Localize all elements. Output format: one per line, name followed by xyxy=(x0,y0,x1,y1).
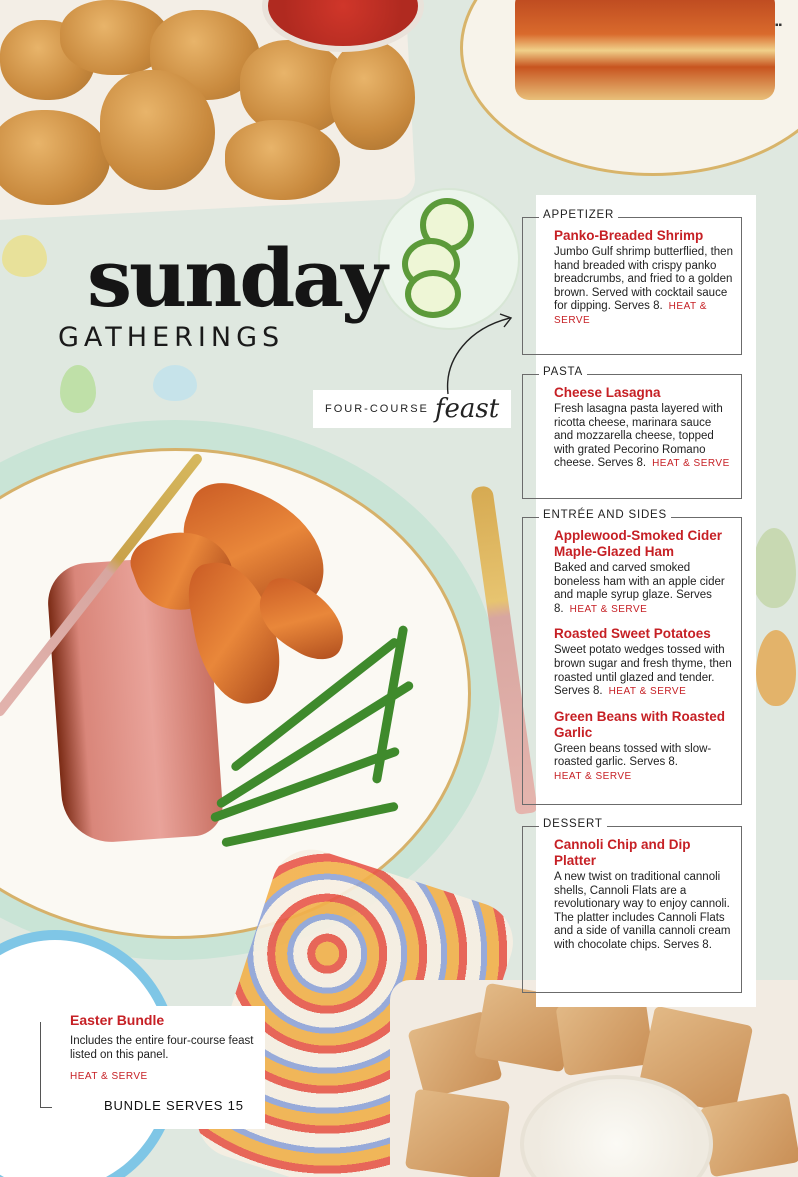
menu-item-sweet-potatoes xyxy=(523,626,741,698)
heat-serve-badge: HEAT & SERVE xyxy=(608,686,687,698)
cannoli-chip xyxy=(700,1093,798,1177)
menu-item-cheese-lasagna xyxy=(523,385,741,471)
easter-egg-tan xyxy=(756,630,796,706)
item-name: Green Beans with Roasted Garlic xyxy=(554,708,726,740)
bundle-description: Includes the entire four-course feast listed on this panel. xyxy=(70,1035,254,1061)
item-description: Green beans tossed with slow-roasted garlic. Serves 8. HEAT & SERVE xyxy=(554,743,733,784)
menu-item-green-beans xyxy=(523,709,741,784)
heat-serve-badge: HEAT & SERVE xyxy=(70,1071,148,1082)
item-description: Sweet potato wedges tossed with brown sugar and fresh thyme, then roasted until glazed and tender. Serves 8. HEAT & SERVE xyxy=(554,644,732,698)
item-description: A new twist on traditional cannoli shells, Cannoli Flats are a revolutionary way to enjoy cannoli. The platter includes Cannoli Flats and a side of vanilla cannoli cream with chocolate chips. Serves 8. xyxy=(554,871,731,951)
easter-egg-yellow xyxy=(2,235,47,277)
item-name: Cheese Lasagna xyxy=(554,385,661,400)
shrimp-photo xyxy=(100,70,215,190)
easter-bundle-box xyxy=(52,1006,265,1129)
menu-item-cannoli-platter xyxy=(523,837,741,953)
heat-serve-badge: HEAT & SERVE xyxy=(652,458,730,470)
bundle-serves: BUNDLE SERVES 15 xyxy=(104,1098,244,1113)
four-course-label: FOUR-COURSE xyxy=(325,403,429,415)
heat-serve-badge: HEAT & SERVE xyxy=(569,603,648,615)
section-label: DESSERT xyxy=(539,818,607,830)
section-entree-and-sides xyxy=(522,509,742,805)
menu-item-glazed-ham xyxy=(523,528,741,616)
menu-item-panko-shrimp xyxy=(523,228,741,328)
item-description: Jumbo Gulf shrimp butterflied, then hand breaded with crispy panko breadcrumbs, and fried to a golden brown. Served with cocktail sauce for dipping. Serves 8. HEAT & SERVE xyxy=(554,246,733,326)
heat-serve-badge: HEAT & SERVE xyxy=(554,301,707,326)
cannoli-chip xyxy=(405,1089,510,1177)
shrimp-photo xyxy=(225,120,340,200)
lasagna-photo xyxy=(515,0,775,100)
feast-script: feast xyxy=(434,394,500,424)
item-name: Roasted Sweet Potatoes xyxy=(554,626,711,642)
item-name: Cannoli Chip and Dip Platter xyxy=(554,837,691,868)
brand-mark-icon: ▪▪ xyxy=(775,20,783,31)
section-pasta xyxy=(522,366,742,499)
bundle-name: Easter Bundle xyxy=(70,1012,165,1028)
item-name: Panko-Breaded Shrimp xyxy=(554,228,704,243)
section-label: PASTA xyxy=(539,366,587,378)
item-description: Fresh lasagna pasta layered with ricotta cheese, marinara sauce and mozzarella cheese, topped with grated Pecorino Romano cheese. Serves 8. HEAT & SERVE xyxy=(554,403,730,470)
headline-sunday: sunday xyxy=(87,231,385,325)
section-label: APPETIZER xyxy=(539,209,618,221)
section-dessert xyxy=(522,818,742,993)
section-label: ENTRÉE AND SIDES xyxy=(539,509,671,521)
heat-serve-badge: HEAT & SERVE xyxy=(554,770,632,782)
item-description: Baked and carved smoked boneless ham with an apple cider and maple syrup glaze. Serves 8. HEAT & SERVE xyxy=(554,562,725,615)
item-name: Applewood-Smoked Cider Maple-Glazed Ham xyxy=(554,528,723,559)
headline-gatherings: GATHERINGS xyxy=(58,322,285,353)
section-appetizer xyxy=(522,209,742,355)
bundle-bracket xyxy=(40,1022,41,1108)
arrow-pointer-icon xyxy=(440,310,520,400)
easter-egg-blue xyxy=(153,365,197,401)
shrimp-photo xyxy=(330,40,415,150)
easter-egg-green xyxy=(60,365,96,413)
easter-egg-green xyxy=(752,528,796,608)
